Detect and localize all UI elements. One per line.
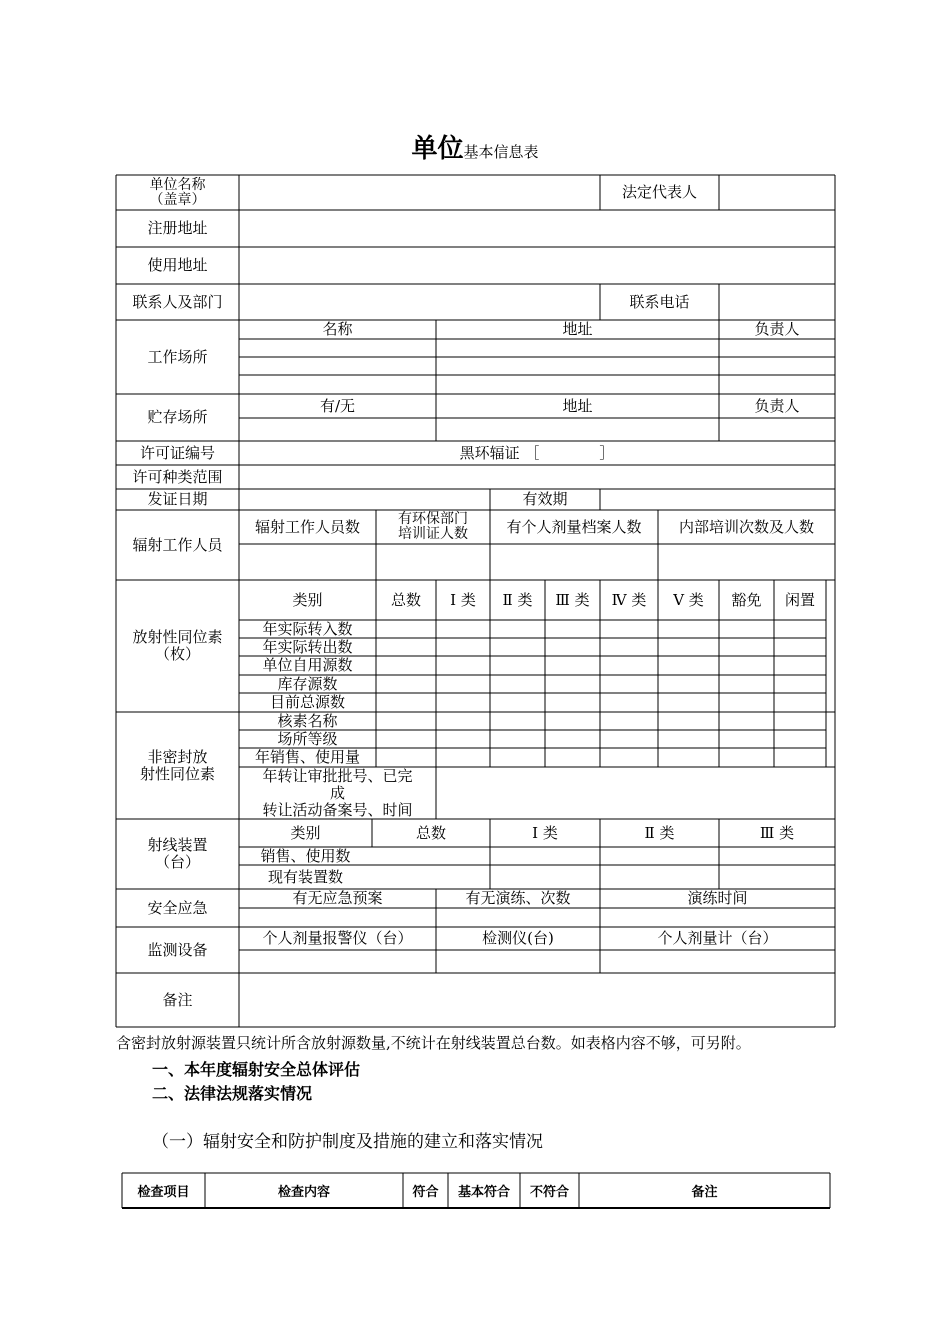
- ray-header-class2: Ⅱ 类: [644, 823, 675, 842]
- footnote: 含密封放射源装置只统计所含放射源数量,不统计在射线装置总台数。如表格内容不够，可另附。: [116, 1034, 751, 1052]
- monitor-label: 监测设备: [147, 940, 208, 959]
- check-header-compliant: 符合: [412, 1185, 439, 1200]
- staff-trained-header: [376, 510, 490, 544]
- sealed-header-class2: Ⅱ 类: [502, 590, 533, 609]
- section-1-heading: 一、本年度辐射安全总体评估: [152, 1060, 361, 1079]
- license-number-value[interactable]: 黑环辐证 ［ ］: [459, 443, 615, 462]
- unsealed-transfer-line3: 转让活动备案号、时间: [262, 800, 413, 819]
- reg-address-input[interactable]: [239, 210, 835, 247]
- ray-label-line2: （台）: [154, 853, 200, 871]
- unsealed-transfer-line1: 年转让审批批号、已完: [262, 766, 413, 785]
- staff-count-header: 辐射工作人员数: [254, 517, 360, 536]
- sealed-row-label: 目前总源数: [269, 693, 345, 711]
- sealed-row-label: 年实际转入数: [262, 619, 353, 638]
- check-header-remarks: 备注: [691, 1185, 718, 1200]
- unit-name-label: [116, 175, 239, 210]
- staff-internal-training-header: 内部培训次数及人数: [678, 517, 814, 536]
- unsealed-row-label: 场所等级: [277, 729, 338, 748]
- check-header-noncompliant: 不符合: [529, 1185, 569, 1200]
- sealed-header-idle: 闲置: [784, 590, 815, 609]
- monitor-dosimeter-header: 个人剂量计（台）: [657, 929, 778, 947]
- reg-address-label: 注册地址: [147, 219, 208, 237]
- emergency-time-header: 演练时间: [687, 889, 748, 907]
- title-sub: 基本信息表: [463, 143, 539, 161]
- staff-label: 辐射工作人员: [132, 535, 223, 554]
- unsealed-label-line1: 非密封放: [147, 747, 208, 766]
- legal-rep-input[interactable]: [719, 175, 835, 210]
- license-scope-label: 许可种类范围: [132, 467, 223, 486]
- ray-row-label: 现有装置数: [267, 867, 343, 886]
- emergency-label: 安全应急: [147, 898, 208, 917]
- storage-person-header: 负责人: [754, 396, 800, 415]
- staff-dose-record-header: 有个人剂量档案人数: [506, 517, 642, 536]
- sealed-header-class4: Ⅳ 类: [611, 590, 647, 609]
- workplace-address-header: 地址: [562, 320, 593, 338]
- workplace-name-header: 名称: [322, 320, 353, 338]
- workplace-label: 工作场所: [147, 347, 208, 366]
- issue-date-label: 发证日期: [147, 490, 208, 508]
- sealed-header-class1: Ⅰ 类: [450, 590, 476, 609]
- ray-header-total: 总数: [415, 823, 446, 842]
- check-header-content: 检查内容: [277, 1185, 330, 1200]
- ray-header-category: 类别: [290, 823, 321, 842]
- sealed-header-class3: Ⅲ 类: [555, 590, 590, 609]
- unsealed-row-label: 核素名称: [277, 711, 338, 730]
- emergency-drill-header: 有无演练、次数: [465, 889, 571, 907]
- check-header-item: 检查项目: [137, 1185, 190, 1200]
- contact-dept-input[interactable]: [239, 284, 600, 320]
- sealed-label: [116, 580, 239, 712]
- section-2-heading: 二、法律法规落实情况: [152, 1084, 313, 1103]
- unsealed-row-label: 年销售、使用量: [254, 748, 360, 766]
- ray-row-label: 销售、使用数: [260, 846, 351, 865]
- ray-header-class1: Ⅰ 类: [532, 823, 558, 842]
- sealed-header-total: 总数: [390, 590, 421, 609]
- ray-label: [116, 819, 239, 889]
- monitor-alarm-header: 个人剂量报警仪（台）: [262, 929, 413, 947]
- phone-label: 联系电话: [629, 292, 690, 311]
- use-address-label: 使用地址: [147, 256, 208, 274]
- unit-name-line2: （盖章）: [149, 191, 206, 208]
- remarks-label: 备注: [162, 990, 193, 1009]
- sealed-header-exempt: 豁免: [731, 590, 762, 609]
- unsealed-label-line2: 射性同位素: [139, 764, 215, 783]
- unit-name-line1: 单位名称: [149, 176, 206, 193]
- use-address-input[interactable]: [239, 247, 835, 284]
- ray-header-class3: Ⅲ 类: [759, 823, 795, 842]
- sealed-row-label: 单位自用源数: [262, 656, 353, 674]
- contact-dept-label: 联系人及部门: [132, 292, 223, 311]
- sealed-label-line2: （枚）: [154, 645, 200, 663]
- storage-address-header: 地址: [562, 396, 593, 415]
- title-main: 单位: [411, 134, 464, 164]
- validity-label: 有效期: [522, 490, 568, 508]
- sealed-header-category: 类别: [292, 590, 323, 609]
- sealed-row-label: 年实际转出数: [262, 637, 353, 656]
- ray-label-line1: 射线装置: [147, 836, 208, 854]
- unsealed-label: [116, 712, 239, 819]
- section-2-1-heading: （一）辐射安全和防护制度及措施的建立和落实情况: [152, 1132, 543, 1152]
- emergency-plan-header: 有无应急预案: [292, 889, 383, 907]
- sealed-label-line1: 放射性同位素: [132, 628, 223, 646]
- unit-name-input[interactable]: [239, 175, 600, 210]
- license-scope-input[interactable]: [239, 465, 835, 489]
- monitor-detector-header: 检测仪(台): [482, 929, 554, 947]
- sealed-row-label: 库存源数: [277, 674, 338, 693]
- sealed-header-class5: Ⅴ 类: [673, 590, 704, 609]
- unsealed-transfer-line2: 成: [329, 783, 345, 802]
- staff-trained-line1: 有环保部门: [398, 511, 468, 527]
- remarks-input[interactable]: [239, 973, 835, 1027]
- storage-label: 贮存场所: [147, 408, 208, 426]
- license-number-label: 许可证编号: [139, 443, 215, 462]
- workplace-person-header: 负责人: [754, 320, 800, 338]
- check-header-basic: 基本符合: [457, 1185, 510, 1200]
- storage-yesno-header: 有/无: [319, 396, 356, 415]
- phone-input[interactable]: [719, 284, 835, 320]
- staff-trained-line2: 培训证人数: [398, 526, 468, 542]
- legal-rep-label: 法定代表人: [621, 183, 697, 201]
- unsealed-transfer-label: [239, 767, 436, 819]
